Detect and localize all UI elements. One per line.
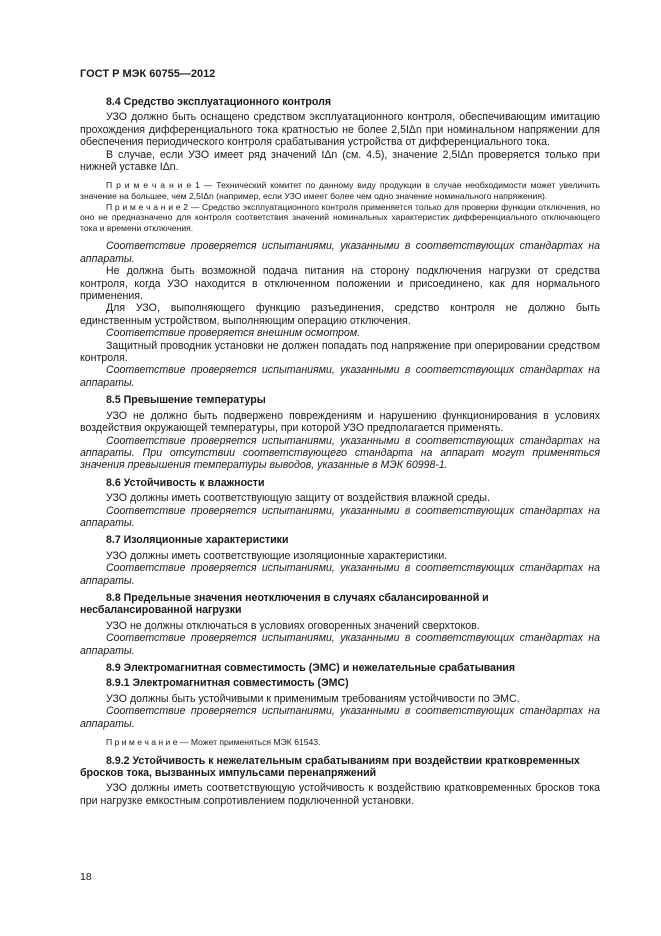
section-heading-8-7: 8.7 Изоляционные характеристики: [106, 534, 289, 547]
compliance-text: Соответствие проверяется внешним осмотром.: [106, 327, 361, 340]
paragraph: Не должна быть возможной подача питания на сторону подключения нагрузки от средства контроля, когда УЗО находится в отключенном положении и присоединено, как для нормального применения.: [80, 265, 600, 303]
compliance-text: Соответствие проверяется испытаниями, указанными в соответствующих стандартах на аппараты.: [80, 240, 600, 265]
document-header: ГОСТ Р МЭК 60755—2012: [80, 68, 216, 80]
compliance-text: Соответствие проверяется испытаниями, указанными в соответствующих стандартах на аппараты.: [80, 504, 600, 529]
paragraph: В случае, если УЗО имеет ряд значений IΔn (см. 4.5), значение 2,5IΔn проверяется только при нижней уставке IΔn.: [80, 148, 600, 174]
page-number: 18: [80, 871, 92, 883]
page-content: [80, 96, 600, 807]
compliance-text: Соответствие проверяется испытаниями, указанными в соответствующих стандартах на аппараты.: [80, 562, 600, 587]
paragraph: УЗО должны иметь соответствующую защиту от воздействия влажной среды.: [106, 492, 490, 505]
paragraph: Защитный проводник установки не должен попадать под напряжение при оперировании средством контроля.: [80, 339, 600, 365]
section-heading-8-5: 8.5 Превышение температуры: [106, 394, 266, 407]
compliance-text: Соответствие проверяется испытаниями, указанными в соответствующих стандартах на аппараты.: [80, 364, 600, 389]
section-heading-8-9-2: 8.9.2 Устойчивость к нежелательным срабатываниям при воздействии кратковременных бросков тока, вызванных импульсами перенапряжений: [80, 754, 580, 780]
section-heading-8-4: 8.4 Средство эксплуатационного контроля: [106, 96, 332, 108]
paragraph: УЗО должны иметь соответствующую устойчивость к воздействию кратковременных бросков тока при нагрузке емкостным сопротивлением подключенной установки.: [80, 782, 600, 807]
section-heading-8-6: 8.6 Устойчивость к влажности: [106, 476, 265, 489]
note: П р и м е ч а н и е 1 — Технический комитет по данному виду продукции в случае необходимости может увеличить значение на большее, чем 2,5IΔn (например, если УЗО имеет более чем одно значение номинального напряжения).: [80, 180, 600, 202]
note: П р и м е ч а н и е 2 — Средство эксплуатационного контроля применяется только для проверки функции отключения, но оно не предназначено для контроля соответствия значений номинальных характеристик дифференциального отключающего тока и времени отключения.: [80, 201, 600, 233]
paragraph: УЗО должны быть устойчивыми к применимым требованиям устойчивости по ЭМС.: [106, 692, 520, 705]
section-heading-8-9: 8.9 Электромагнитная совместимость (ЭМС) и нежелательные срабатывания: [106, 662, 516, 674]
compliance-text: Соответствие проверяется испытаниями, указанными в соответствующих стандартах на аппараты.: [80, 632, 600, 657]
note: П р и м е ч а н и е — Может применяться МЭК 61543.: [106, 737, 321, 748]
paragraph: УЗО должны иметь соответствующие изоляционные характеристики.: [106, 549, 448, 562]
paragraph: УЗО не должно быть подвержено повреждениям и нарушению функционирования в условиях воздействия окружающей температуры, при которой УЗО предполагается применять.: [80, 409, 600, 435]
section-heading-8-9-1: 8.9.1 Электромагнитная совместимость (ЭМС): [106, 677, 349, 690]
paragraph: Для УЗО, выполняющего функцию разъединения, средство контроля не должно быть единственным устройством, выполняющим операцию отключения.: [80, 302, 600, 327]
compliance-text: Соответствие проверяется испытаниями, указанными в соответствующих стандартах на аппараты.: [80, 705, 600, 730]
section-heading-8-8: 8.8 Предельные значения неотключения в случаях сбалансированной и несбалансированной нагрузки: [80, 591, 489, 617]
compliance-text: Соответствие проверяется испытаниями, указанными в соответствующих стандартах на аппараты. При отсутствии соответствующего стандарта на аппарат могут применяться значения превышения температуры выводов, указанные в МЭК 60998-1.: [80, 434, 600, 472]
paragraph: УЗО не должны отключаться в условиях оговоренных значений сверхтоков.: [106, 619, 480, 632]
paragraph: УЗО должно быть оснащено средством эксплуатационного контроля, обеспечивающим имитацию прохождения дифференциального тока кратностью не более 2,5IΔn при номинальном напряжении для обеспечения периодического контроля срабатывания устройства от дифференциального тока.: [80, 111, 600, 149]
